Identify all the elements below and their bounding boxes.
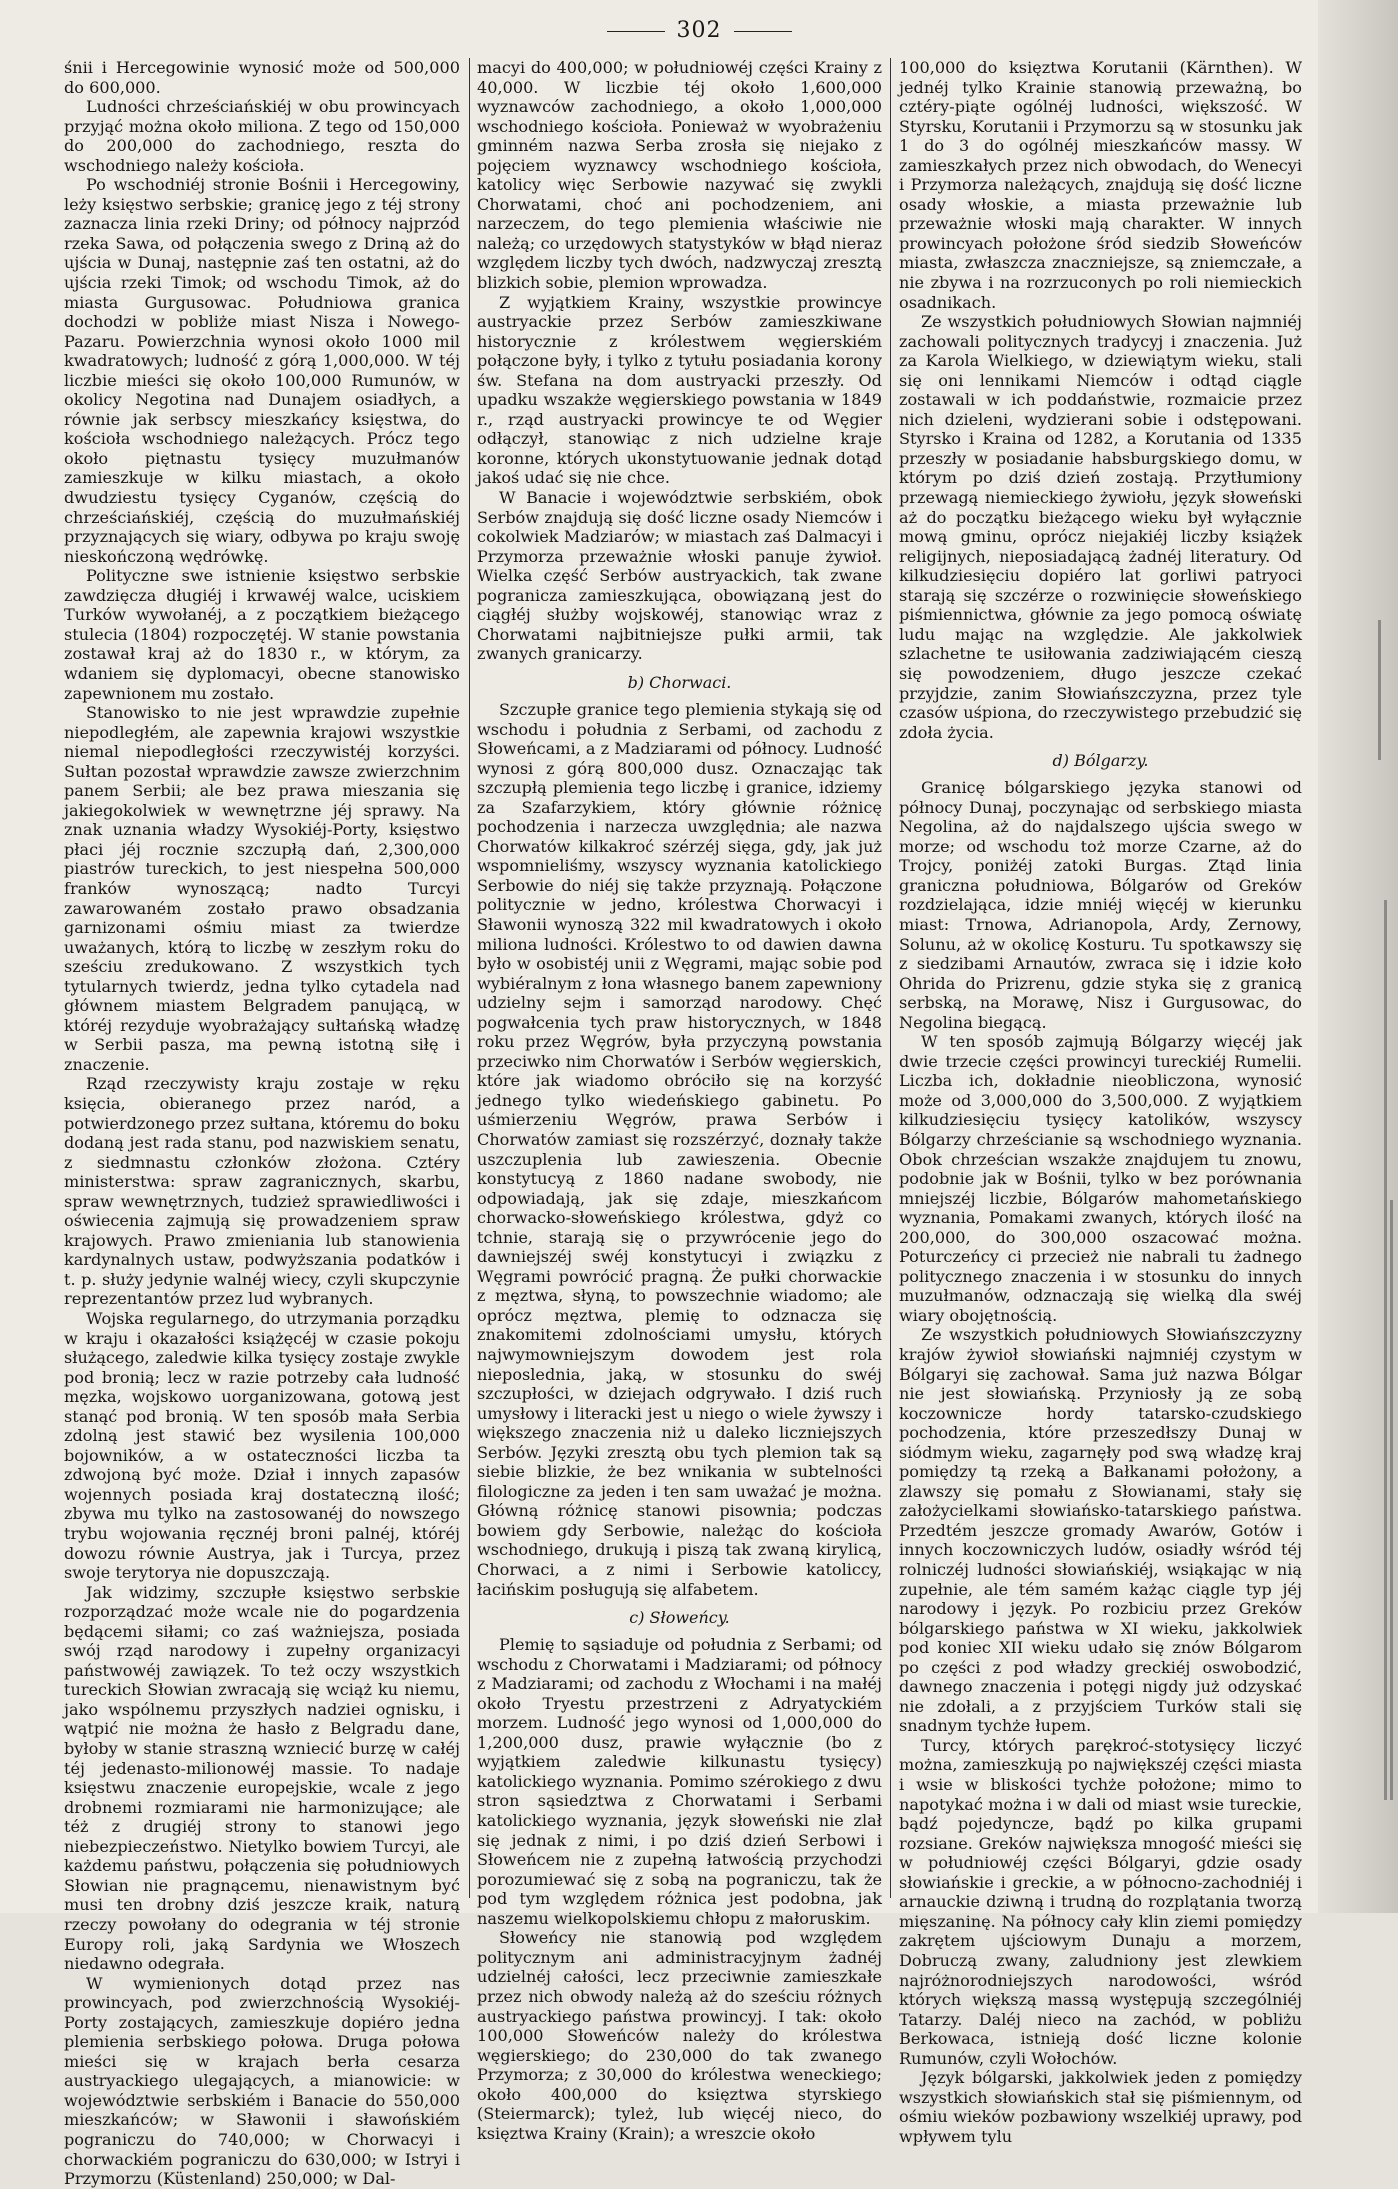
paragraph: Ludności chrześciańskiéj w obu prowincyach przyjąć można około miliona. Z tego od 150,000 do 200,000 do zachodniego, reszta do wschodniego należy kościoła. (64, 97, 460, 175)
section-heading: c) Słoweńcy. (629, 1608, 730, 1628)
paragraph: Wojska regularnego, do utrzymania porządku w kraju i okazałości książęcéj w czasie pokoju służącego, zaledwie kilka tysięcy zostaje zwykle pod bronią; lecz w razie potrzeby cała ludność męzka, wojskowo uorganizowana, gotową jest stanąć pod bronią. W ten sposób mała Serbia zdolną jest stawić bez wysilenia 100,000 bojowników, a w ostateczności liczba ta zdwojoną być może. Dział i innych zapasów wojennych posiada kraj dostateczną ilość; zbywa mu tylko na zastosowanéj do nowszego trybu wojowania ręcznéj broni palnéj, któréj dowozu równie Austrya, jak i Turcya, przez swoje terytorya nie dopuszczają. (64, 1309, 460, 1583)
column-divider (469, 58, 470, 1898)
paragraph: Słoweńcy nie stanowią pod względem politycznym ani administracyjnym żadnéj udzielnéj całości, lecz przeciwnie zamieszkałe przez nich obwody należą aż do sześciu różnych austryackiego państwa prowincyj. I tak: około 100,000 Słoweńców należy do królestwa węgierskiego; do 230,000 do tak zwanego Przymorza; z 30,000 do królestwa weneckiego; około 400,000 do księztwa styrskiego (Steiermarck); tyleż, lub więcéj nieco, do księztwa Krainy (Krain); a wreszcie około (477, 1928, 882, 2143)
paragraph: 100,000 do księztwa Korutanii (Kärnthen). W jednéj tylko Krainie stanowią przeważną, bo cztéry-piąte ogólnéj ludności, większość. W Styrsku, Korutanii i Przymorzu są w stosunku jak 1 do 3 do ogólnéj mieszkańców massy. W zamieszkałych przez nich obwodach, do Wenecyi i Przymorza należących, znajdują się dość liczne osady włoskie, a miasta przeważnie lub przeważnie włoski mają charakter. W innych prowincyach położone śród siedzib Słoweńców miasta, zwłaszcza znaczniejsze, są zniemczałe, a nie zbywa i na rozrzuconych po roli niemieckich osadnikach. (899, 58, 1302, 312)
paragraph: Po wschodniéj stronie Bośnii i Hercegowiny, leży księstwo serbskie; granicę jego z téj strony zaznacza linia rzeki Driny; od północy najprzód rzeka Sawa, od połączenia swego z Driną aż do ujścia w Dunaj, następnie zaś ten ostatni, aż do ujścia rzeki Timok; od wschodu Timok, aż do miasta Gurgusowac. Południowa granica dochodzi w pobliże miast Nisza i Nowego-Pazaru. Powierzchnia wynosi około 1000 mil kwadratowych; ludność z górą 1,000,000. W téj liczbie mieści się około 100,000 Rumunów, w okolicy Negotina nad Dunajem osiadłych, a równie jak serbscy mieszkańcy księstwa, do kościoła wschodniego należących. Prócz tego około piętnastu tysięcy muzułmanów zamieszkuje w kilku miastach, a około dwudziestu tysięcy Cyganów, częścią do chrześciańskiéj, częścią do muzułmańskiéj przyznających się wiary, odbywa po kraju swoję nieskończoną wędrówkę. (64, 175, 460, 566)
header-rule-right (734, 31, 792, 32)
page-header (0, 18, 1398, 43)
paragraph: Jak widzimy, szczupłe księstwo serbskie rozporządzać może wcale nie do pogardzenia będącemi siłami; co zaś ważniejsza, posiada swój rząd narodowy i zupełny organizacyi państwowéj zawiązek. To też oczy wszystkich tureckich Słowian zwracają się wciąż ku niemu, jako wspólnemu przyszłych nadziei ognisku, i wątpić nie można że hasło z Belgradu dane, byłoby w stanie straszną wzniecić burzę w całéj téj jedenasto-milionowéj massie. To nadaje księstwu znaczenie europejskie, wcale z jego drobnemi rozmiarami nie harmonizujące; ale téż z drugiéj strony to stanowi jego niebezpieczeństwo. Nietylko bowiem Turcyi, ale każdemu państwu, połączenia się południowych Słowian nie pragnącemu, nienawistnym być musi ten drobny dziś jeszcze kraik, naturą rzeczy powołany do odegrania w téj stronie Europy roli, jaką Sardynia we Włoszech niedawno odegrała. (64, 1582, 460, 1974)
binding-shadow (1390, 1200, 1393, 1800)
paragraph: Ze wszystkich południowych Słowiańszczyzny krajów żywioł słowiański najmniéj czystym w Bólgaryi się zachował. Sama już nazwa Bólgar nie jest słowiańską. Przyniosły ją ze sobą koczownicze hordy tatarsko-czudskiego pochodzenia, które przeszedłszy Dunaj w siódmym wieku, zagarnęły pod swą władzę kraj pomiędzy tą rzeką a Bałkanami położony, a zlawszy się pomału z Słowianami, stały się założycielkami słowiańsko-tatarskiego państwa. Przedtém jeszcze gromady Awarów, Gotów i innych koczowniczych ludów, osiadły wśród téj rolniczéj ludności słowiańskiéj, wsiąkając w nią zupełnie, ale tém samém każąc ciągle typ jéj narodowy i język. Po rozbiciu przez Greków bólgarskiego państwa w XI wieku, jakkolwiek pod koniec XII wieku udało się znów Bólgarom po części z pod władzy greckiéj oswobodzić, dawnego znaczenia i potęgi nigdy już odzyskać nie zdołali, a z przyjściem Turków stali się snadnym tychże łupem. (899, 1325, 1302, 1736)
column-divider (890, 58, 891, 1898)
binding-shadow (1384, 900, 1387, 1800)
page-binding-edge (1318, 0, 1398, 1913)
paragraph: Szczupłe granice tego plemienia stykają się od wschodu i południa z Serbami, od zachodu z Słoweńcami, a z Madziarami od północy. Ludność wynosi z górą 800,000 dusz. Oznaczając tak szczupłą plemienia tego liczbę i granice, idziemy za Szafarzykiem, który głównie różnicę pochodzenia i narzecza uwzględnia; ale nazwa Chorwatów kilkakroć szérzéj sięga, gdy, jak już wspomnieliśmy, wszyscy wyznania katolickiego Serbowie do niéj się także przyznają. Połączone politycznie w jedno, królestwa Chorwacyi i Sławonii wynoszą 322 mil kwadratowych i około miliona ludności. Królestwo to od dawien dawna było w osobistéj unii z Węgrami, mając sobie pod wybiéralnym z łona własnego banem zapewniony udzielny sejm i samorząd narodowy. Chęć pogwałcenia tych praw historycznych, w 1848 roku przez Węgrów, była przyczyną powstania przeciwko nim Chorwatów i Serbów węgierskich, które jak wiadomo obróciło się na korzyść jednego tylko wiedeńskiego gabinetu. Po uśmierzeniu Węgrów, prawa Serbów i Chorwatów zamiast się rozszérzyć, doznały także uszczuplenia lub zawieszenia. Obecnie konstytucyą z 1860 nadane swobody, nie odpowiadają, jak się zdaje, mieszkańcom chorwacko-słoweńskiego królestwa, gdyż co tchnie, starają się o przywrócenie jego do dawniejszéj swéj konstytucyi i związku z Węgrami powrócić pragną. Że pułki chorwackie z męztwa, słyną, to powszechnie wiadomo; ale oprócz męztwa, plemię to odznacza się znakomitemi zdolnościami umysłu, których najwymowniejszym dowodem jest rola nieposlednia, jaką, w stosunku do swéj szczupłości, w dziejach odgrywało. I dziś ruch umysłowy i literacki jest u niego o wiele żywszy i większego znaczenia niż u daleko liczniejszych Serbów. Języki zresztą obu tych plemion tak są siebie blizkie, że bez wnikania w subtelności filologiczne za jeden i ten sam uważać je można. Główną różnicę stanowi pisownia; podczas bowiem gdy Serbowie, należąc do kościoła wschodniego, drukują i piszą tak zwaną kirylicą, Chorwaci, a z nimi i Serbowie katoliccy, łacińskim posługują się alfabetem. (477, 699, 882, 1599)
paragraph: Polityczne swe istnienie księstwo serbskie zawdzięcza długiéj i krwawéj walce, uciskiem Turków wywołanéj, a z początkiem bieżącego stulecia (1804) rozpoczętéj. W stanie powstania zostawał kraj aż do 1830 r., w którym, za wdaniem się dyplomacyi, obecne stanowisko zapewnionem mu zostało. (64, 566, 460, 703)
text-column-middle (477, 58, 882, 2143)
paragraph: Stanowisko to nie jest wprawdzie zupełnie niepodległém, ale zapewnia krajowi wszystkie niemal niepodległości rzeczywistéj korzyści. Sułtan pozostał wprawdzie zawsze zwierzchnim panem Serbii; ale bez prawa mieszania się jakiegokolwiek w wewnętrzne jéj sprawy. Na znak uznania władzy Wysokiéj-Porty, księstwo płaci jéj rocznie szczupłą dań, 2,300,000 piastrów tureckich, to jest niespełna 500,000 franków wynoszącą; nadto Turcyi zawarowaném zostało prawo obsadzania garnizonami ośmiu miast za twierdze uważanych, którą to liczbę w zeszłym roku do sześciu zredukowano. Z wszystkich tych tytularnych twierdz, jedna tylko cytadela nad głównem miastem Belgradem panującą, w któréj rezyduje wyobrażający sułtańską władzę w Serbii pasza, ma pewną istotną siłę i znaczenie. (64, 703, 460, 1074)
paragraph: Rząd rzeczywisty kraju zostaje w ręku księcia, obieranego przez naród, a potwierdzonego przez sułtana, któremu do boku dodaną jest rada stanu, pod nazwiskiem senatu, z siedmnastu członków złożona. Cztéry ministerstwa: spraw zagranicznych, skarbu, spraw wewnętrznych, tudzież sprawiedliwości i oświecenia zajmują się prowadzeniem spraw krajowych. Prawo zmieniania lub stanowienia kardynalnych ustaw, podwyższania podatków i t. p. służy jedynie walnéj wiecy, czyli skupczynie reprezentantów przez lud wybranych. (64, 1074, 460, 1309)
text-column-left (64, 58, 460, 2189)
paragraph: Turcy, których parękroć-stotysięcy liczyć można, zamieszkują po największéj części miasta i wsie w bliskości tychże położone; mimo to napotykać można i w dali od miast wsie tureckie, bądź pojedyncze, bądź po kilka grupami rozsiane. Greków największa mnogość mieści się w południowéj części Bólgaryi, gdzie osady słowiańskie i greckie, a w północno-zachodniéj i arnauckie dziwną i trudną do rozplątania tworzą mięszaninę. Na północy cały klin ziemi pomiędzy zakrętem ujściowym Dunaju a morzem, Dobruczą zwany, zaludniony jest zlewkiem najróżnorodniejszych narodowości, wśród których większą massą występują szczególniéj Tatarzy. Daléj nieco na zachód, w pobliżu Berkowaca, istnieją dość liczne kolonie Rumunów, czyli Wołochów. (899, 1735, 1302, 2068)
paragraph: macyi do 400,000; w południowéj części Krainy z 40,000. W liczbie téj około 1,600,000 wyznawców zachodniego, a około 1,000,000 wschodniego kościoła. Ponieważ w wyobrażeniu gminném nazwa Serba zrosła się niejako z pojęciem wyznawcy wschodniego kościoła, katolicy więc Serbowie nazywać się zwykli Chorwatami, choć ani pochodzeniem, ani narzeczem, do tego plemienia właściwie nie należą; co urzędowych statystyków w błąd nieraz względem liczby tych dwóch, nadzwyczaj zresztą blizkich sobie, plemion wprowadza. (477, 58, 882, 293)
paragraph: Plemię to sąsiaduje od południa z Serbami; od wschodu z Chorwatami i Madziarami; od północy z Madziarami; od zachodu z Włochami i na małéj około Tryestu przestrzeni z Adryatyckiém morzem. Ludność jego wynosi od 1,000,000 do 1,200,000 dusz, prawie wyłącznie (bo z wyjątkiem zaledwie kilkunastu tysięcy) katolickiego wyznania. Pomimo szérokiego z dwu stron sąsiedztwa z Chorwatami i Serbami katolickiego wyznania, język słoweński nie zlał się jednak z nimi, i po dziś dzień Serbowi i Słoweńcem nie z zupełną łatwością przychodzi porozumiewać się z sobą na pograniczu, tak że pod tym względem różnica jest podobna, jak naszemu wielkopolskiemu chłopu z małoruskim. (477, 1635, 882, 1928)
paragraph: Z wyjątkiem Krainy, wszystkie prowincye austryackie przez Serbów zamieszkiwane historycznie z królestwem węgierskiém połączone były, i tylko z tytułu posiadania korony św. Stefana na dom austryacki przeszły. Od upadku wszakże węgierskiego powstania w 1849 r., rząd austryacki prowincye te od Węgier odłączył, stanowiąc z nich udzielne kraje koronne, których ukonstytuowanie jednak dotąd jakoś udać się nie chce. (477, 292, 882, 488)
paragraph: W Banacie i województwie serbskiém, obok Serbów znajdują się dość liczne osady Niemców i cokolwiek Madziarów; w miastach zaś Dalmacyi i Przymorza przeważnie włoski panuje żywioł. Wielka część Serbów austryackich, tak zwane pogranicza zamieszkująca, obowiązaną jest do ciągłéj służby wojskowéj, stanowiąc wraz z Chorwatami najbitniejsze pułki armii, tak zwanych granicarzy. (477, 488, 882, 664)
text-column-right (899, 58, 1302, 2146)
paragraph: Ze wszystkich południowych Słowian najmniéj zachowali politycznych tradycyj i znaczenia. Już za Karola Wielkiego, w dziewiątym wieku, stali się oni lennikami Niemców i odtąd ciągle zostawali w ich poddaństwie, rozmaicie przez nich dzieleni, wydzierani sobie i odstępowani. Styrsko i Kraina od 1282, a Korutania od 1335 przeszły w posiadanie habsburgskiego domu, w którym po dziś dzień zostają. Przytłumiony przewagą niemieckiego żywiołu, język słoweński aż do początku bieżącego wieku był wyłącznie mową gminu, oprócz niejakiéj liczby książek religijnych, nieposiadającą żadnéj literatury. Od kilkudziesięciu dopiéro lat gorliwi patryoci starają się szczérze o rozwinięcie słoweńskiego piśmiennictwa, głównie za jego pomocą oświatę ludu mając na względzie. Ale jakkolwiek szlachetne te usiłowania zadziwiającém cieszą się powodzeniem, długo jeszcze czekać przyjdzie, zanim Słowiańszczyzna, przez tyle czasów uśpiona, do rzeczywistego przebudzić się zdoła życia. (899, 312, 1302, 742)
section-heading: b) Chorwaci. (627, 672, 732, 692)
section-heading: d) Bólgarzy. (1052, 751, 1149, 771)
paragraph: W wymienionych dotąd przez nas prowincyach, pod zwierzchnością Wysokiéj-Porty zostających, zamieszkuje dopiéro jedna plemienia serbskiego połowa. Druga połowa mieści się w krajach berła cesarza austryackiego ulegających, a mianowicie: w województwie serbskiém i Banacie do 550,000 mieszkańców; w Sławonii i sławońskiém pograniczu do 740,000; w Chorwacyi i chorwackiém pograniczu do 630,000; w Istryi i Przymorzu (Küstenland) 250,000; w Dal- (64, 1973, 460, 2189)
paragraph: Granicę bólgarskiego języka stanowi od północy Dunaj, poczynając od serbskiego miasta Negolina, aż do najdalszego ujścia swego w morze; od wschodu toż morze Czarne, aż do Trojcy, poniżéj zatoki Burgas. Ztąd linia graniczna południowa, Bólgarów od Greków rozdzielająca, idzie mniéj więcéj w kierunku miast: Trnowa, Adrianopola, Ardy, Zernowy, Solunu, aż w okolicę Kosturu. Tu spotkawszy się z siedzibami Arnautów, zwraca się i idzie koło Ohrida do Prizrenu, gdzie styka się z granicą serbską, na Morawę, Nisz i Gurgusowac, do Negolina biegącą. (899, 778, 1302, 1032)
header-rule-left (607, 31, 665, 32)
binding-shadow (1378, 620, 1381, 760)
paragraph: W ten sposób zajmują Bólgarzy więcéj jak dwie trzecie części prowincyi tureckiéj Rumelii. Liczba ich, dokładnie nieobliczona, wynosić może od 3,000,000 do 3,500,000. Z wyjątkiem kilkudziesięciu tysięcy katolików, wszyscy Bólgarzy chrześcianie są wschodniego wyznania. Obok chrześcian wszakże znajdujem tu znowu, podobnie jak w Bośnii, tylko w bez porównania mniejszéj liczbie, Bólgarów mahometańskiego wyznania, Pomakami zwanych, których ilość na 200,000, do 300,000 oszacować można. Poturczeńcy ci przecież nie nabrali tu żadnego politycznego znaczenia i w stosunku do innych muzułmanów, odznaczają się wielką dla swéj wiary obojętnością. (899, 1032, 1302, 1325)
paragraph: śnii i Hercegowinie wynosić może od 500,000 do 600,000. (64, 58, 460, 97)
paragraph: Język bólgarski, jakkolwiek jeden z pomiędzy wszystkich słowiańskich stał się piśmiennym, od ośmiu wieków pozbawiony wszelkiéj uprawy, pod wpływem tylu (899, 2068, 1302, 2146)
page-number: 302 (676, 18, 722, 43)
